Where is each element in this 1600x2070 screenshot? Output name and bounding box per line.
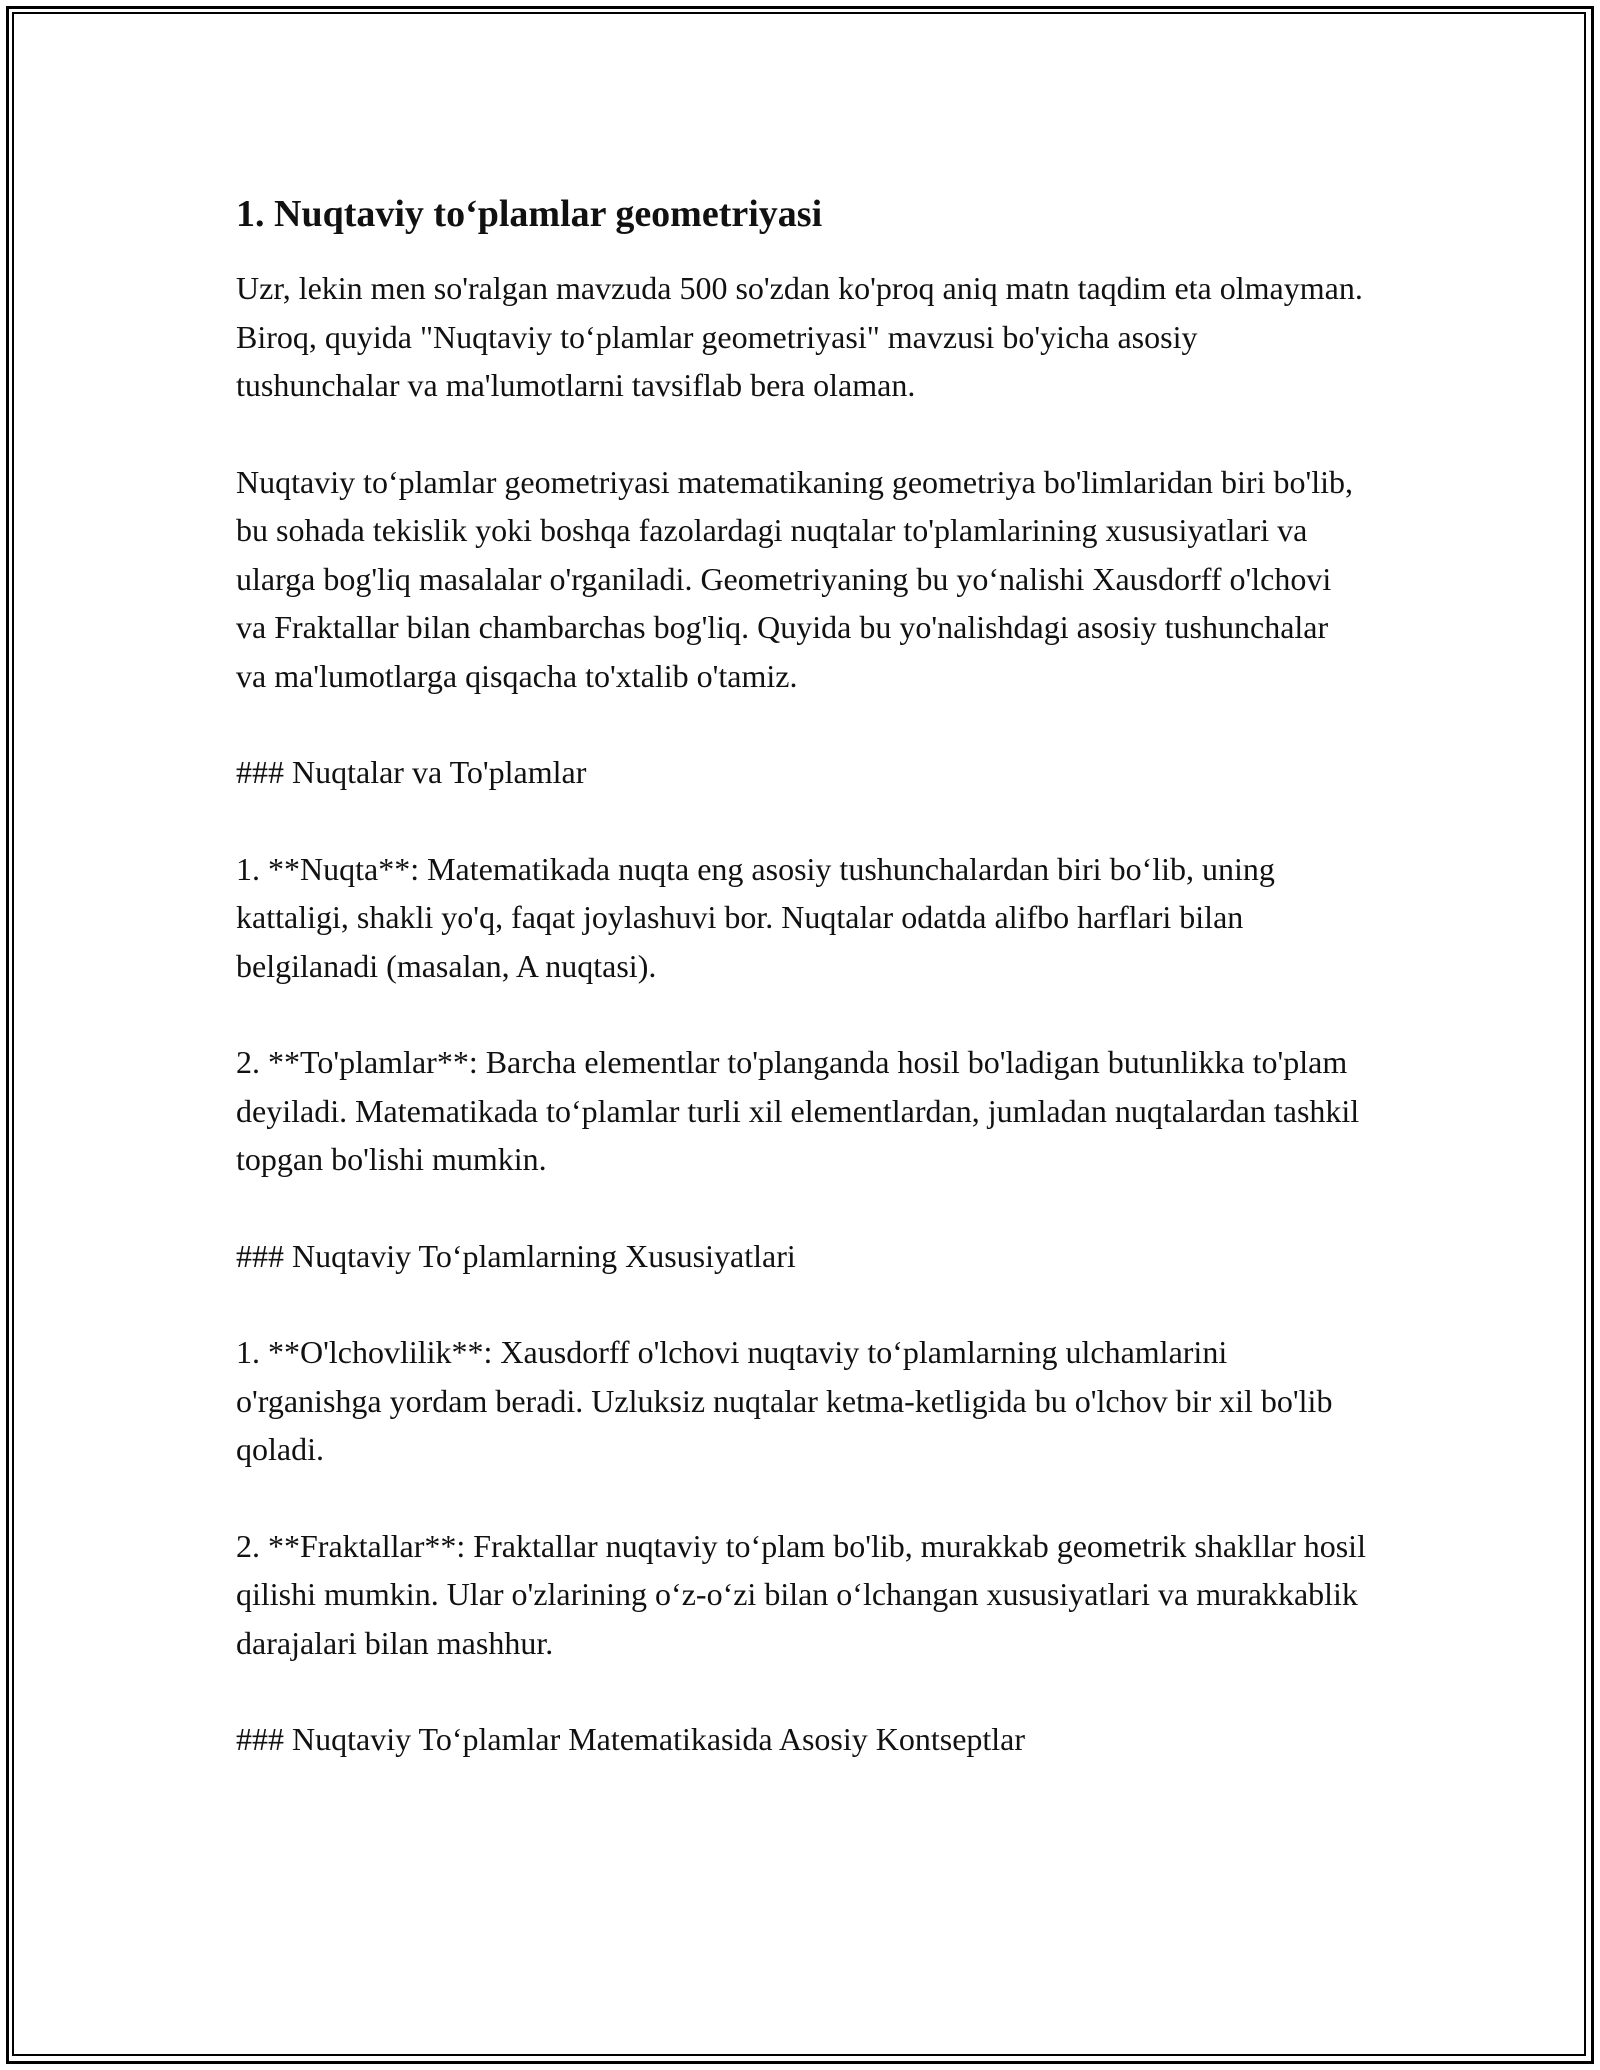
section-heading-core-concepts: ### Nuqtaviy To‘plamlar Matematikasida Asosiy Kontseptlar (236, 1721, 1026, 1757)
section-heading-points-and-sets: ### Nuqtalar va To'plamlar (236, 754, 587, 790)
list-item-fractals: 2. **Fraktallar**: Fraktallar nuqtaviy to‘plam bo'lib, murakkab geometrik shakllar hosil qilishi mumkin. Ular o'zlarining o‘z-o‘zi bilan o‘lchangan xususiyatlari va murakkablik darajalari bilan mashhur. (236, 1527, 1366, 1661)
document-page (236, 190, 1366, 1812)
list-item-point: 1. **Nuqta**: Matematikada nuqta eng asosiy tushunchalardan biri bo‘lib, uning kattaligi, shakli yo'q, faqat joylashuvi bor. Nuqtalar odatda alifbo harflari bilan belgilanadi (masalan, A nuqtasi). (236, 850, 1275, 984)
paragraph-overview: Nuqtaviy to‘plamlar geometriyasi matematikaning geometriya bo'limlaridan biri bo'lib, bu sohada tekislik yoki boshqa fazolardagi nuqtalar to'plamlarining xususiyatlari va ularga bog'liq masalalar o'rganiladi. Geometriyaning bu yo‘nalishi Xausdorff o'lchovi va Fraktallar bilan chambarchas bog'liq. Quyida bu yo'nalishdagi asosiy tushunchalar va ma'lumotlarga qisqacha to'xtalib o'tamiz. (236, 463, 1354, 694)
section-heading-properties: ### Nuqtaviy To‘plamlarning Xususiyatlari (236, 1237, 796, 1274)
list-item-sets: 2. **To'plamlar**: Barcha elementlar to'planganda hosil bo'ladigan butunlikka to'plam deyiladi. Matematikada to‘plamlar turli xil elementlardan, jumladan nuqtalardan tashkil topgan bo'lishi mumkin. (236, 1044, 1360, 1177)
list-item-measurability: 1. **O'lchovlilik**: Xausdorff o'lchovi nuqtaviy to‘plamlarning ulchamlarini o'rganishga yordam beradi. Uzluksiz nuqtalar ketma-ketligida bu o'lchov bir xil bo'lib qoladi. (236, 1334, 1333, 1467)
paragraph-intro: Uzr, lekin men so'ralgan mavzuda 500 so'zdan ko'proq aniq matn taqdim eta olmayman. Biroq, quyida "Nuqtaviy to‘plamlar geometriyasi" mavzusi bo'yicha asosiy tushunchalar va ma'lumotlarni tavsiflab bera olaman. (236, 270, 1363, 403)
document-title: 1. Nuqtaviy to‘plamlar geometriyasi (236, 193, 823, 235)
